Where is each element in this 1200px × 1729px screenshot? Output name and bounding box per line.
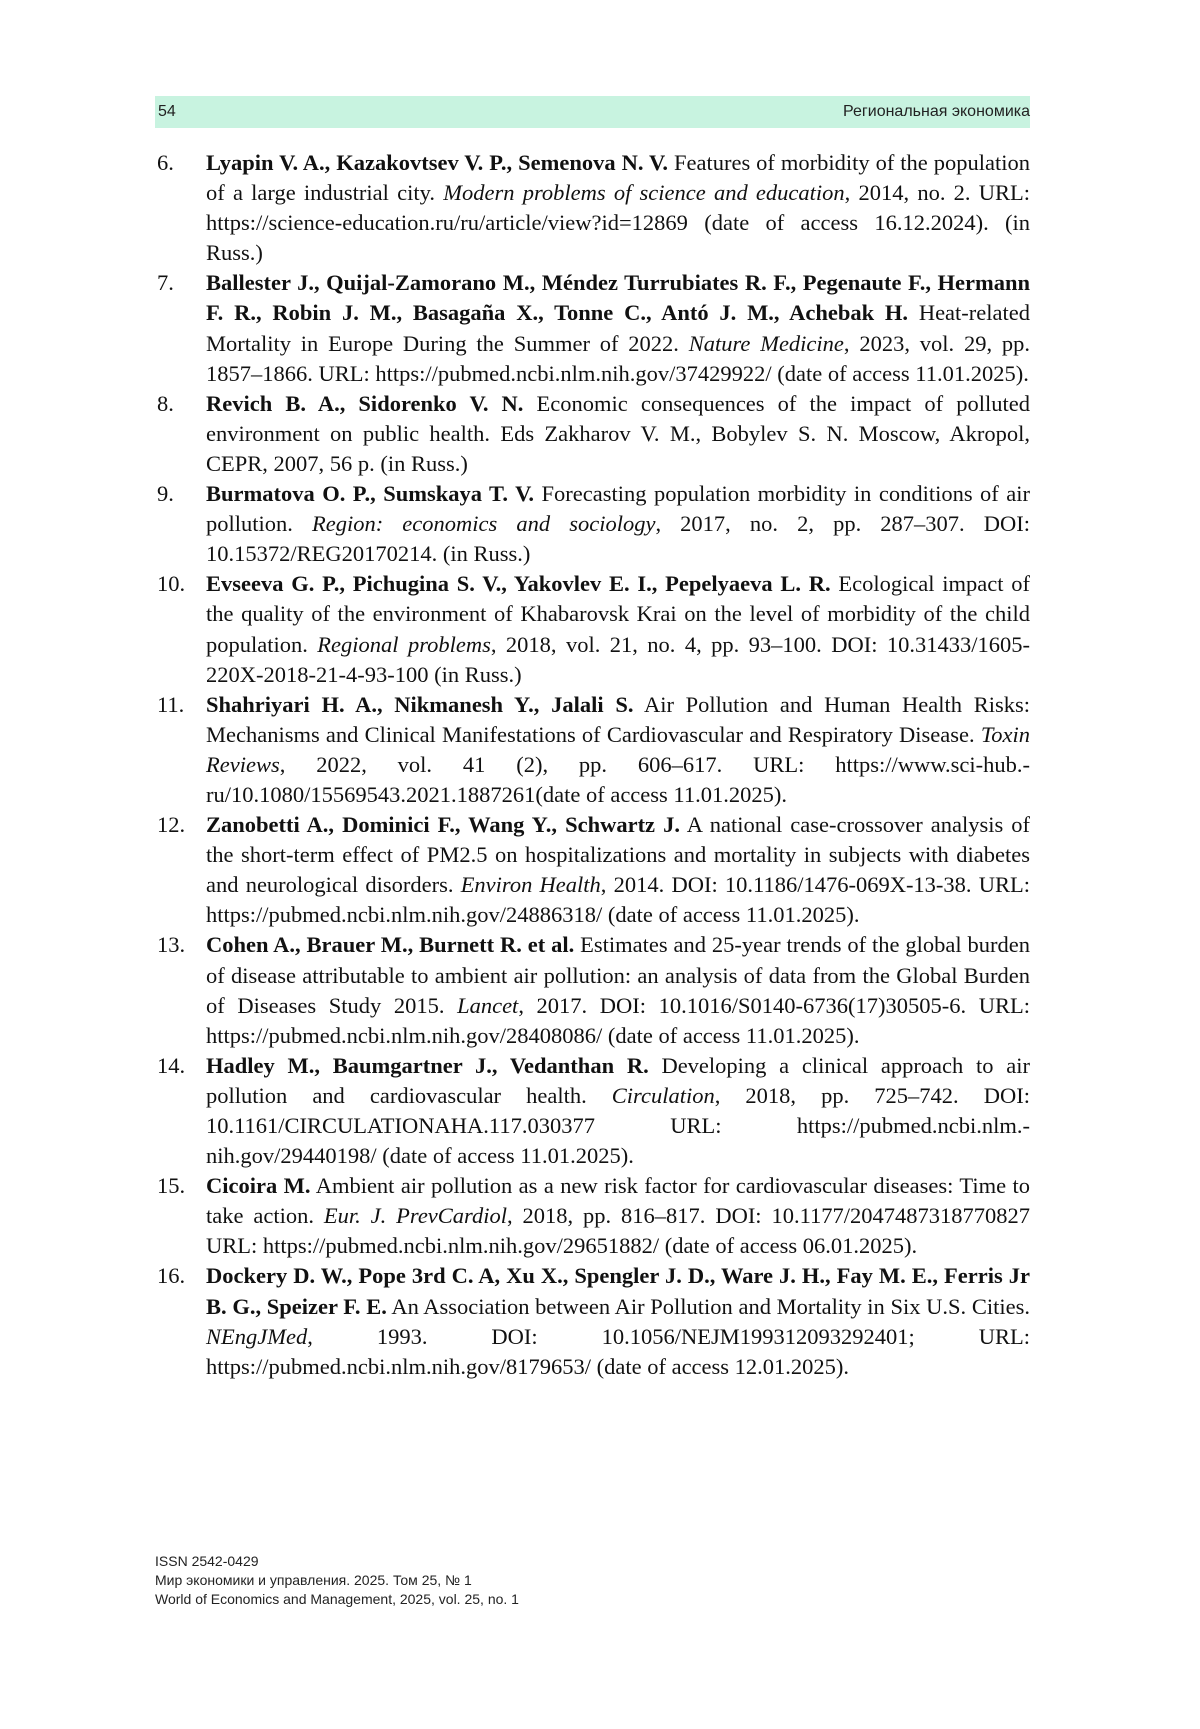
reference-journal: Eur. J. PrevCardiol (323, 1203, 507, 1229)
reference-details: , 2017, no. 2, pp. 287–307. DOI: 10.15372/REG20170214. (in Russ.) (206, 511, 1030, 567)
reference-list (155, 148, 1030, 1382)
reference-number: 14. (157, 1052, 186, 1078)
reference-journal: Modern problems of science and education (443, 180, 845, 206)
reference-item (155, 810, 1030, 930)
issn: ISSN 2542-0429 (155, 1553, 259, 1569)
reference-details: , 2022, vol. 41 (2), pp. 606–617. URL: https://www.sci-hub.ru/10.1080/15569543.2021.1887261(date of access 11.01.2025). (206, 751, 1030, 807)
reference-item (155, 1051, 1030, 1171)
reference-details: , 2023, vol. 29, pp. 1857–1866. URL: https://pubmed.ncbi.nlm.nih.gov/37429922/ (date of access 11.01.2025). (206, 330, 1031, 386)
reference-details: , 1993. DOI: 10.1056/NEJM199312093292401; URL: https://pubmed.ncbi.nlm.nih.gov/8179653/ (date of access 12.01.2025). (206, 1323, 1030, 1379)
reference-details: , 2014, no. 2. URL: https://science-education.ru/ru/article/view?id=12869 (date of access 16.12.2024). (in Russ.) (206, 180, 1030, 266)
journal-title-ru: Мир экономики и управления. 2025. Том 25, № 1 (155, 1572, 472, 1588)
reference-journal: NEngJMed (206, 1323, 308, 1349)
reference-details: , 2014. DOI: 10.1186/1476-069X-13-38. URL: https://pubmed.ncbi.nlm.nih.gov/24886318/ (date of access 11.01.2025). (206, 872, 1031, 928)
reference-number: 12. (157, 812, 186, 838)
reference-authors: Shahriyari H. A., Nikmanesh Y., Jalali S. (206, 691, 634, 717)
reference-journal: Region: economics and sociology (311, 511, 656, 537)
reference-text: Features of morbidity of the population of a large industrial city. (206, 150, 1030, 206)
reference-text: Developing a clinical approach to air pollution and cardiovascular health. (206, 1052, 1030, 1108)
reference-authors: Lyapin V. A., Kazakovtsev V. P., Semenova N. V. (206, 150, 669, 175)
reference-text: Ecological impact of the quality of the environment of Khabarovsk Krai on the level of morbidity of the child population. (206, 571, 1030, 657)
reference-item (155, 1261, 1030, 1381)
reference-details: , 2018, vol. 21, no. 4, pp. 93–100. DOI: 10.31433/1605-220X-2018-21-4-93-100 (in Russ.) (206, 631, 1030, 687)
reference-item (155, 690, 1030, 810)
reference-number: 9. (157, 481, 174, 507)
running-header (155, 96, 1030, 128)
reference-number: 7. (157, 270, 174, 296)
reference-number: 6. (157, 150, 174, 175)
reference-text: An Association between Air Pollution and Mortality in Six U.S. Cities. (386, 1293, 1030, 1319)
reference-item (155, 1171, 1030, 1261)
reference-journal: Circulation (611, 1082, 715, 1108)
page-footer (155, 1552, 519, 1609)
reference-item (155, 569, 1030, 689)
journal-title-en: World of Economics and Management, 2025, vol. 25, no. 1 (155, 1591, 519, 1607)
page-number: 54 (158, 103, 176, 120)
reference-item (155, 268, 1030, 388)
reference-text: Economic consequences of the impact of polluted environment on public health. Eds Zakharov V. M., Bobylev S. N. Moscow, Akropol, CEPR, 2007, 56 p. (in Russ.) (206, 390, 1030, 476)
reference-text: Forecasting population morbidity in conditions of air pollution. (206, 481, 1030, 537)
reference-text: A national case-crossover analysis of the short-term effect of PM2.5 on hospitalizations and mortality in subjects with diabetes and neurological disorders. (206, 812, 1030, 898)
reference-number: 15. (157, 1173, 186, 1199)
reference-authors: Cicoira M. (206, 1173, 311, 1199)
reference-text: Ambient air pollution as a new risk factor for cardiovascular diseases: Time to take action. (206, 1173, 1030, 1229)
reference-item (155, 148, 1030, 268)
reference-journal: Environ Health (460, 872, 601, 898)
reference-journal: Lancet (457, 992, 519, 1018)
reference-text: Heat-related Mortality in Europe During the Summer of 2022. (206, 300, 1030, 356)
reference-authors: Evseeva G. P., Pichugina S. V., Yakovlev E. I., Pepelyaeva L. R. (206, 571, 831, 597)
reference-text: Air Pollution and Human Health Risks: Mechanisms and Clinical Manifestations of Cardiovascular and Respiratory Disease. (206, 691, 1030, 747)
reference-number: 16. (157, 1263, 186, 1289)
reference-journal: Nature Medicine (688, 330, 844, 356)
reference-item (155, 479, 1030, 569)
reference-number: 10. (157, 571, 186, 597)
reference-number: 13. (157, 932, 186, 958)
reference-number: 11. (157, 691, 185, 717)
reference-journal: Toxin Reviews (206, 721, 1030, 777)
reference-authors: Revich B. A., Sidorenko V. N. (206, 390, 524, 416)
reference-details: , 2017. DOI: 10.1016/S0140-6736(17)30505-6. URL: https://pubmed.ncbi.nlm.nih.gov/28408086/ (date of access 11.01.2025). (206, 992, 1030, 1048)
reference-authors: Hadley M., Baumgartner J., Vedanthan R. (206, 1052, 649, 1078)
reference-text: Estimates and 25-year trends of the global burden of disease attributable to ambient air pollution: an analysis of data from the Global Burden of Diseases Study 2015. (206, 932, 1030, 1018)
reference-journal: Regional problems (317, 631, 491, 657)
reference-number: 8. (157, 390, 174, 416)
reference-authors: Dockery D. W., Pope 3rd C. A, Xu X., Spengler J. D., Ware J. H., Fay M. E., Ferris Jr B. G., Speizer F. E. (206, 1263, 1030, 1319)
section-title: Региональная экономика (843, 103, 1030, 120)
reference-details: , 2018, pp. 816–817. DOI: 10.1177/2047487318770827 URL: https://pubmed.ncbi.nlm.nih.gov/29651882/ (date of access 06.01.2025). (206, 1203, 1030, 1259)
reference-item (155, 930, 1030, 1050)
reference-authors: Ballester J., Quijal-Zamorano M., Méndez Turrubiates R. F., Pegenaute F., Hermann F. R., Robin J. M., Basagaña X., Tonne C., Antó J. M., Achebak H. (206, 270, 1030, 326)
reference-authors: Cohen A., Brauer M., Burnett R. et al. (206, 932, 575, 958)
reference-item (155, 389, 1030, 479)
reference-authors: Burmatova O. P., Sumskaya T. V. (206, 481, 535, 507)
reference-details: , 2018, pp. 725–742. DOI: 10.1161/CIRCULATIONAHA.117.030377 URL: https://pubmed.ncbi.nlm.nih.gov/29440198/ (date of access 11.01.2025). (206, 1082, 1030, 1169)
reference-authors: Zanobetti A., Dominici F., Wang Y., Schwartz J. (206, 812, 680, 838)
